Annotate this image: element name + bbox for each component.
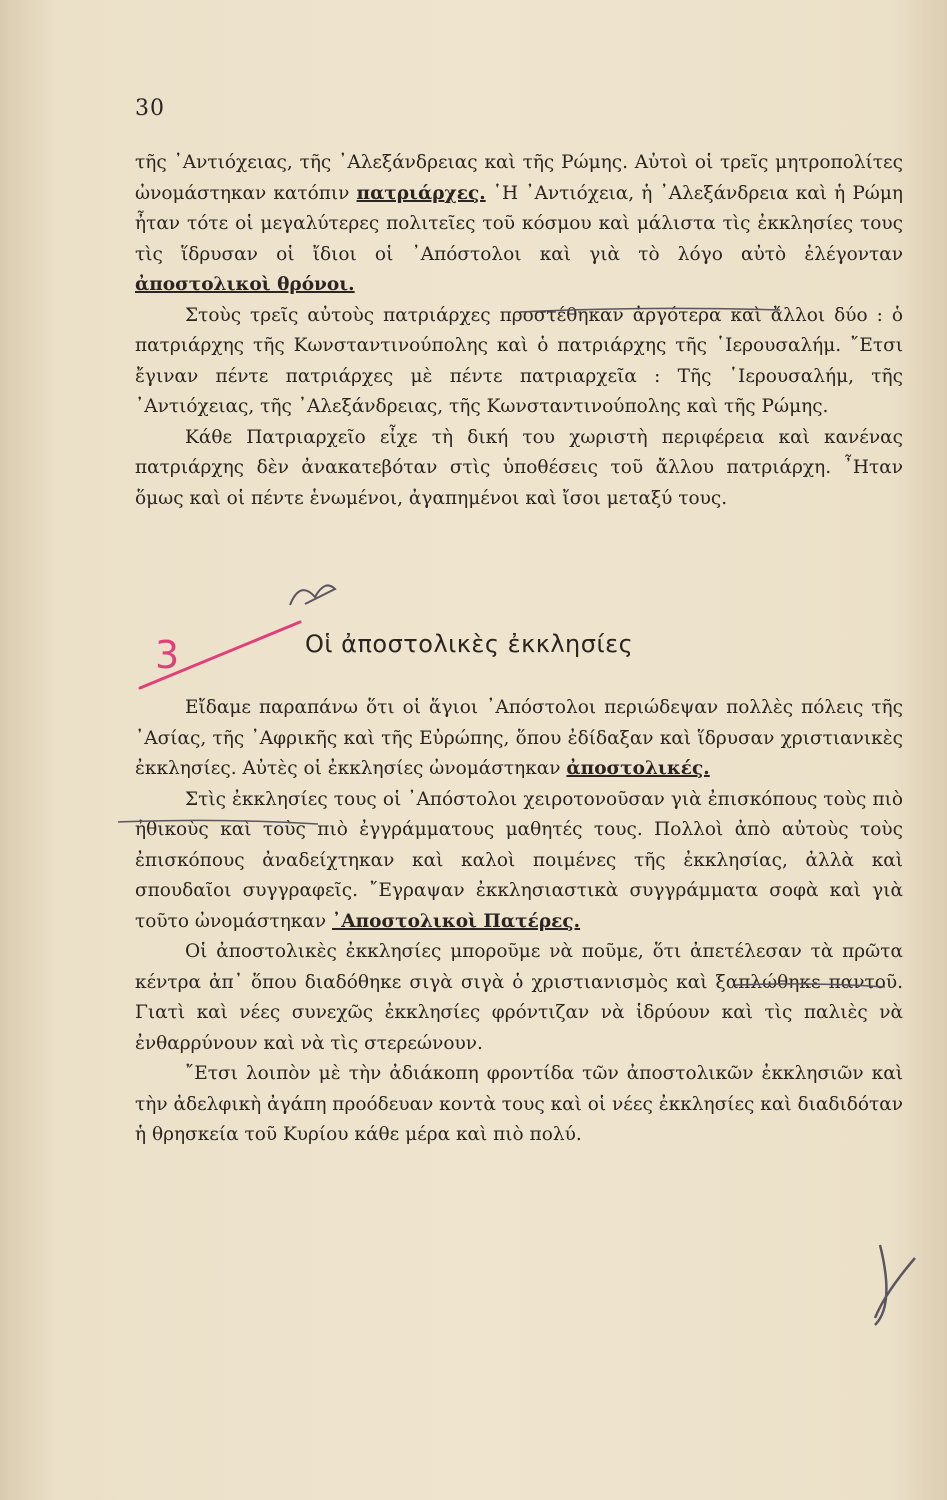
paragraph-6: Οἱ ἀποστολικὲς ἐκκλησίες μποροῦμε νὰ ποῦμε, ὅτι ἀπετέλεσαν τὰ πρῶτα κέντρα ἀπ᾿ ὅπου διαδόθηκε σιγὰ σιγὰ ὁ χριστιανισμὸς καὶ ξαπλώθηκε παντοῦ. Γιατὶ καὶ νέες συνεχῶς ἐκκλησίες φρόντιζαν νὰ ἱδρύουν καὶ τὶς παλιὲς νὰ ἐνθαρρύνουν καὶ νὰ τὶς στερεώνουν. [135, 941, 903, 1054]
section-2-text [135, 693, 903, 1151]
paragraph-4-text: Εἴδαμε παραπάνω ὅτι οἱ ἅγιοι ᾿Απόστολοι περιώδεψαν πολλὲς πόλεις τῆς ᾿Ασίας, τῆς ᾿Αφρικῆς καὶ τῆς Εὐρώπης, ὅπου ἐδίδαξαν καὶ ἵδρυσαν χριστιανικὲς ἐκκλησίες. Αὐτὲς οἱ ἐκκλησίες ὠνομάστηκαν [135, 697, 903, 779]
term-patriarchs: πατριάρχες. [356, 182, 486, 204]
pencil-scribble-1 [290, 585, 335, 605]
term-apostolic: ἀποστολικές. [566, 758, 710, 779]
paragraph-2: Στοὺς τρεῖς αὐτοὺς πατριάρχες προστέθηκαν ἀργότερα καὶ ἄλλοι δύο : ὁ πατριάρχης τῆς Κωνσταντινούπολης καὶ ὁ πατριάρχης τῆς ῾Ιερουσαλήμ. ῎Ετσι ἔγιναν πέντε πατριάρχες μὲ πέντε πατριαρχεῖα : Τῆς ῾Ιερουσαλήμ, τῆς ᾿Αντιόχειας, τῆς ᾿Αλεξάνδρειας, τῆς Κωνσταντινούπολης καὶ τῆς Ρώμης. [135, 304, 903, 417]
paragraph-5-text: Στὶς ἐκκλησίες τους οἱ ᾿Απόστολοι χειροτονοῦσαν γιὰ ἐπισκόπους τοὺς πιὸ ἠθικοὺς καὶ τοὺς πιὸ ἐγγράμματους μαθητές τους. Πολλοὶ ἀπὸ αὐτοὺς τοὺς ἐπισκόπους ἀναδείχτηκαν καὶ καλοὶ ποιμένες τῆς ἐκκλησίας, ἀλλὰ καὶ σπουδαῖοι συγγραφεῖς. ῎Εγραψαν ἐκκλησιαστικὰ συγγράμματα σοφὰ καὶ γιὰ τοῦτο ὠνομάστηκαν [135, 788, 903, 932]
paragraph-1 [135, 148, 903, 301]
paragraph-4 [135, 693, 903, 785]
paragraph-5 [135, 785, 903, 938]
paragraph-1-text-b: ῾Η ᾿Αντιόχεια, ἡ ᾿Αλεξάνδρεια καὶ ἡ Ρώμη ἦταν τότε οἱ μεγαλύτερες πολιτεῖες τοῦ κόσμου καὶ μάλιστα τὶς ἐκκλησίες τους τὶς ἵδρυσαν οἱ ἴδιοι οἱ ᾿Απόστολοι καὶ γιὰ τὸ λόγο αὐτὸ ἐλέγονταν [135, 182, 903, 265]
term-apostolic-thrones: ἀποστολικοὶ θρόνοι. [135, 274, 355, 295]
paragraph-3: Κάθε Πατριαρχεῖο εἶχε τὴ δική του χωριστὴ περιφέρεια καὶ κανένας πατριάρχης δὲν ἀνακατεβόταν στὶς ὑποθέσεις τοῦ ἄλλου πατριάρχη. ῏Ηταν ὅμως καὶ οἱ πέντε ἑνωμένοι, ἀγαπημένοι καὶ ἴσοι μεταξύ τους. [135, 426, 903, 509]
page-number: 30 [135, 96, 165, 121]
term-apostolic-fathers: ᾿Αποστολικοὶ Πατέρες. [332, 910, 581, 932]
pink-marker-stroke [140, 622, 300, 688]
section-1-text [135, 148, 903, 514]
section-heading: Οἱ ἀποστολικὲς ἐκκλησίες [305, 630, 634, 658]
paragraph-1-text-a: τῆς ᾿Αντιόχειας, τῆς ᾿Αλεξάνδρειας καὶ τῆς Ρώμης. Αὐτοὶ οἱ τρεῖς μητροπολίτες ὠνομάστηκαν κατόπιν [135, 152, 903, 204]
margin-note-number: 3 [155, 633, 180, 677]
pencil-x-mark [875, 1245, 915, 1325]
paragraph-7: ῎Ετσι λοιπὸν μὲ τὴν ἀδιάκοπη φροντίδα τῶν ἀποστολικῶν ἐκκλησιῶν καὶ τὴν ἀδελφικὴ ἀγάπη προόδευαν κοντὰ τους καὶ οἱ νέες ἐκκλησίες καὶ διαδιδόταν ἡ θρησκεία τοῦ Κυρίου κάθε μέρα καὶ πιὸ πολύ. [135, 1063, 904, 1145]
